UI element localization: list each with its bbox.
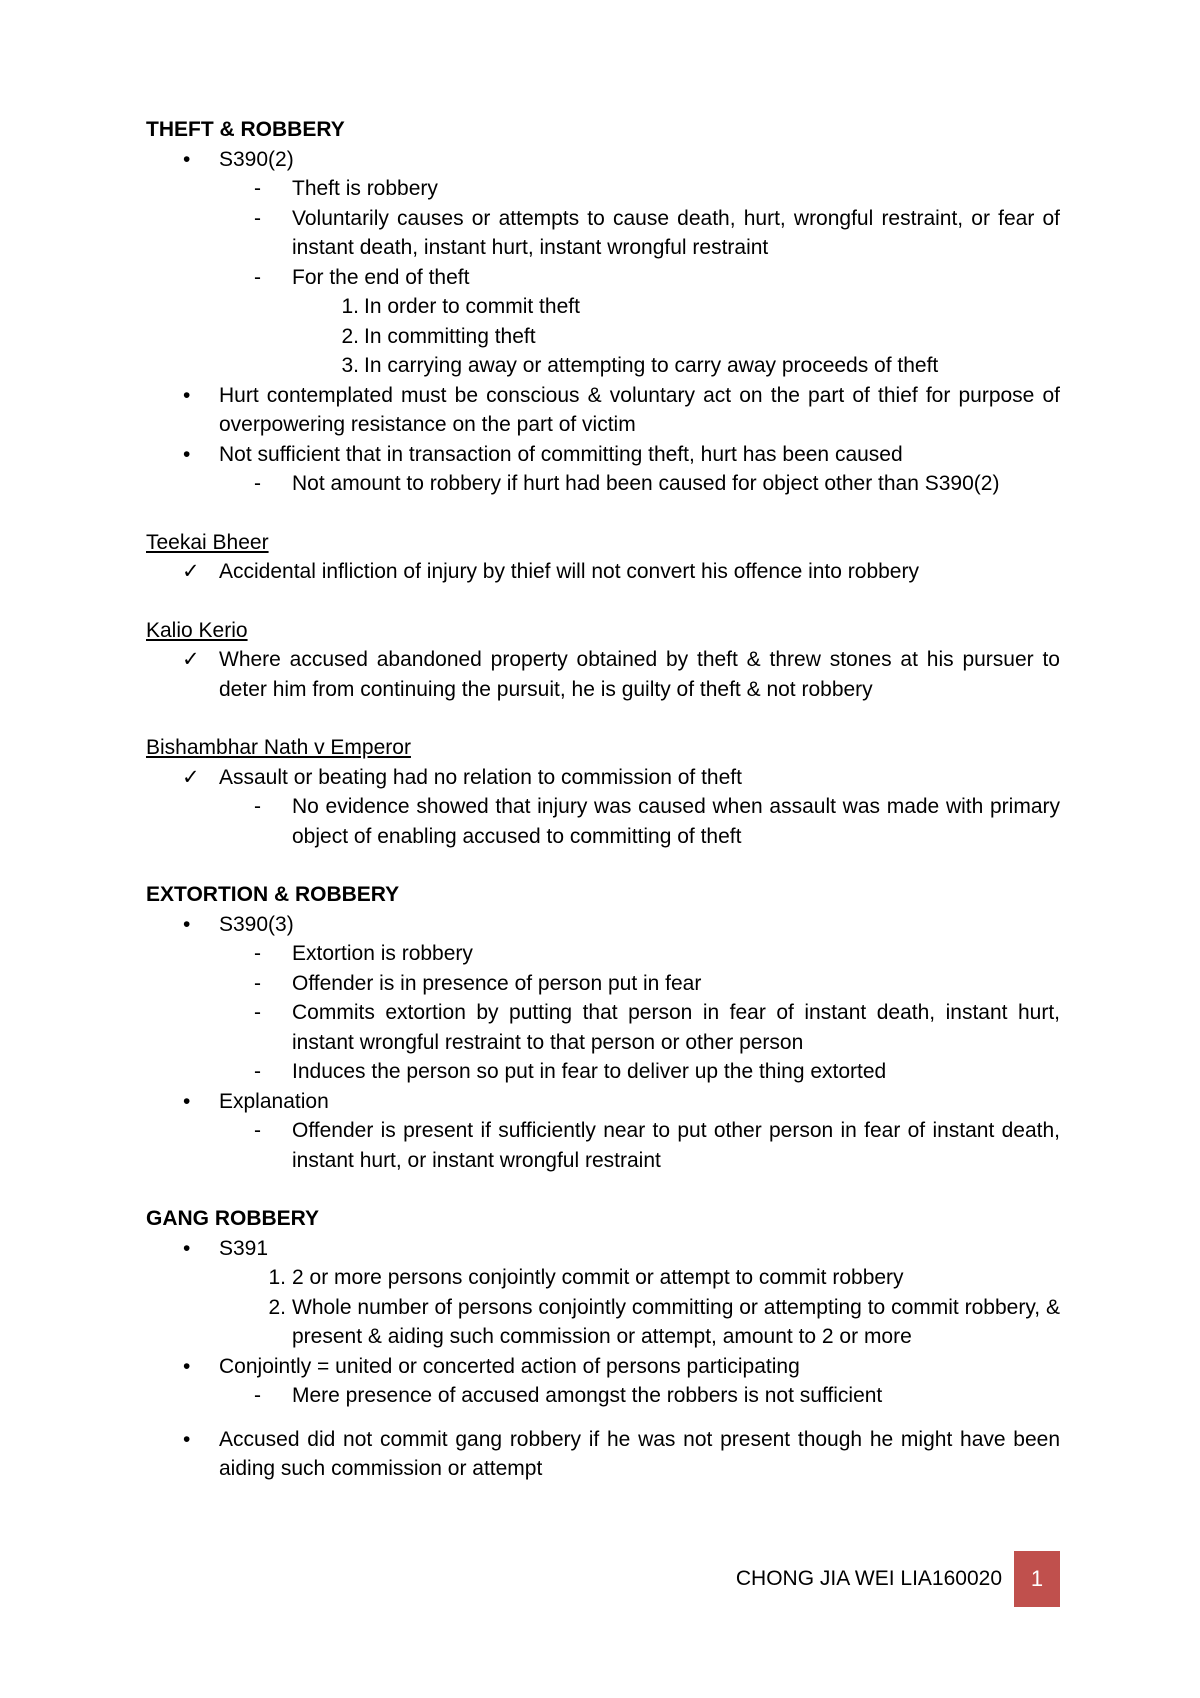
dash-item: - No evidence showed that injury was caused when assault was made with primary object of enabling accused to committing of theft	[146, 792, 1060, 851]
page-number-badge: 1	[1014, 1551, 1060, 1607]
bullet-item: • S391	[146, 1234, 1060, 1264]
dash-item: - Theft is robbery	[146, 174, 1060, 204]
case-title-kalio-kerio: Kalio Kerio	[146, 618, 248, 642]
item-number: 1.	[268, 1266, 286, 1289]
dash-icon: -	[254, 206, 261, 230]
bullet-icon: •	[183, 147, 191, 171]
bullet-icon: •	[183, 1354, 191, 1378]
bullet-icon: •	[183, 1089, 191, 1113]
dash-icon: -	[254, 1001, 261, 1024]
bullet-item: • Explanation	[146, 1087, 1060, 1117]
item-number: 2.	[341, 324, 359, 348]
page-footer	[736, 1551, 1060, 1607]
section-title-theft-robbery: THEFT & ROBBERY	[146, 118, 345, 141]
bullet-icon: •	[183, 442, 191, 466]
dash-item: - Mere presence of accused amongst the robbers is not sufficient	[146, 1381, 1060, 1411]
bullet-item: • Hurt contemplated must be conscious & voluntary act on the part of thief for purpose of overpowering resistance on the part of victim	[146, 381, 1060, 440]
check-item: ✓ Assault or beating had no relation to commission of theft	[146, 763, 1060, 793]
bullet-item: • Accused did not commit gang robbery if he was not present though he might have been aiding such commission or attempt	[146, 1425, 1060, 1484]
dash-item: - Not amount to robbery if hurt had been caused for object other than S390(2)	[146, 469, 1060, 499]
bullet-item: • S390(2)	[146, 145, 1060, 175]
case-title-bishambhar-nath: Bishambhar Nath v Emperor	[146, 736, 411, 759]
dash-icon: -	[254, 942, 261, 965]
bullet-icon: •	[183, 912, 191, 936]
dash-icon: -	[254, 1384, 261, 1407]
dash-item: - Extortion is robbery	[146, 939, 1060, 969]
checkmark-icon: ✓	[182, 560, 200, 583]
numbered-item: 2. Whole number of persons conjointly committing or attempting to commit robbery, & present & aiding such commission or attempt, amount to 2 or more	[146, 1293, 1060, 1352]
dash-item: - Voluntarily causes or attempts to cause death, hurt, wrongful restraint, or fear of instant death, instant hurt, instant wrongful restraint	[146, 204, 1060, 263]
dash-item: - Offender is in presence of person put in fear	[146, 969, 1060, 999]
section-title-extortion-robbery: EXTORTION & ROBBERY	[146, 883, 400, 906]
numbered-item: 3. In carrying away or attempting to carry away proceeds of theft	[146, 351, 1060, 381]
page-content	[146, 115, 1060, 1484]
dash-item: - Commits extortion by putting that person in fear of instant death, instant hurt, instant wrongful restraint to that person or other person	[146, 998, 1060, 1057]
dash-item: - Induces the person so put in fear to deliver up the thing extorted	[146, 1057, 1060, 1087]
item-number: 3.	[341, 354, 359, 377]
numbered-item: 2. In committing theft	[146, 322, 1060, 352]
dash-item: - Offender is present if sufficiently near to put other person in fear of instant death, instant hurt, or instant wrongful restraint	[146, 1116, 1060, 1175]
case-title-teekai-bheer: Teekai Bheer	[146, 530, 269, 554]
numbered-item: 1. In order to commit theft	[146, 292, 1060, 322]
item-number: 2.	[268, 1295, 286, 1319]
dash-icon: -	[254, 1060, 261, 1083]
item-number: 1.	[341, 295, 359, 318]
bullet-item: • Not sufficient that in transaction of committing theft, hurt has been caused	[146, 440, 1060, 470]
bullet-icon: •	[183, 1236, 191, 1260]
numbered-item: 1. 2 or more persons conjointly commit or attempt to commit robbery	[146, 1263, 1060, 1293]
bullet-item: • S390(3)	[146, 910, 1060, 940]
dash-icon: -	[254, 265, 261, 289]
bullet-icon: •	[183, 1427, 191, 1451]
check-item: ✓ Where accused abandoned property obtained by theft & threw stones at his pursuer to deter him from continuing the pursuit, he is guilty of theft & not robbery	[146, 645, 1060, 704]
dash-icon: -	[254, 971, 261, 995]
dash-item: - For the end of theft	[146, 263, 1060, 293]
bullet-icon: •	[183, 383, 191, 407]
checkmark-icon: ✓	[182, 765, 200, 789]
author-name: CHONG JIA WEI LIA160020	[735, 1567, 1002, 1590]
dash-icon: -	[254, 795, 261, 818]
dash-icon: -	[254, 472, 261, 495]
dash-icon: -	[254, 177, 261, 200]
section-title-gang-robbery: GANG ROBBERY	[146, 1207, 320, 1230]
check-item: ✓ Accidental infliction of injury by thief will not convert his offence into robbery	[146, 557, 1060, 587]
checkmark-icon: ✓	[182, 648, 200, 671]
dash-icon: -	[254, 1119, 261, 1142]
bullet-item: • Conjointly = united or concerted action of persons participating	[146, 1352, 1060, 1382]
